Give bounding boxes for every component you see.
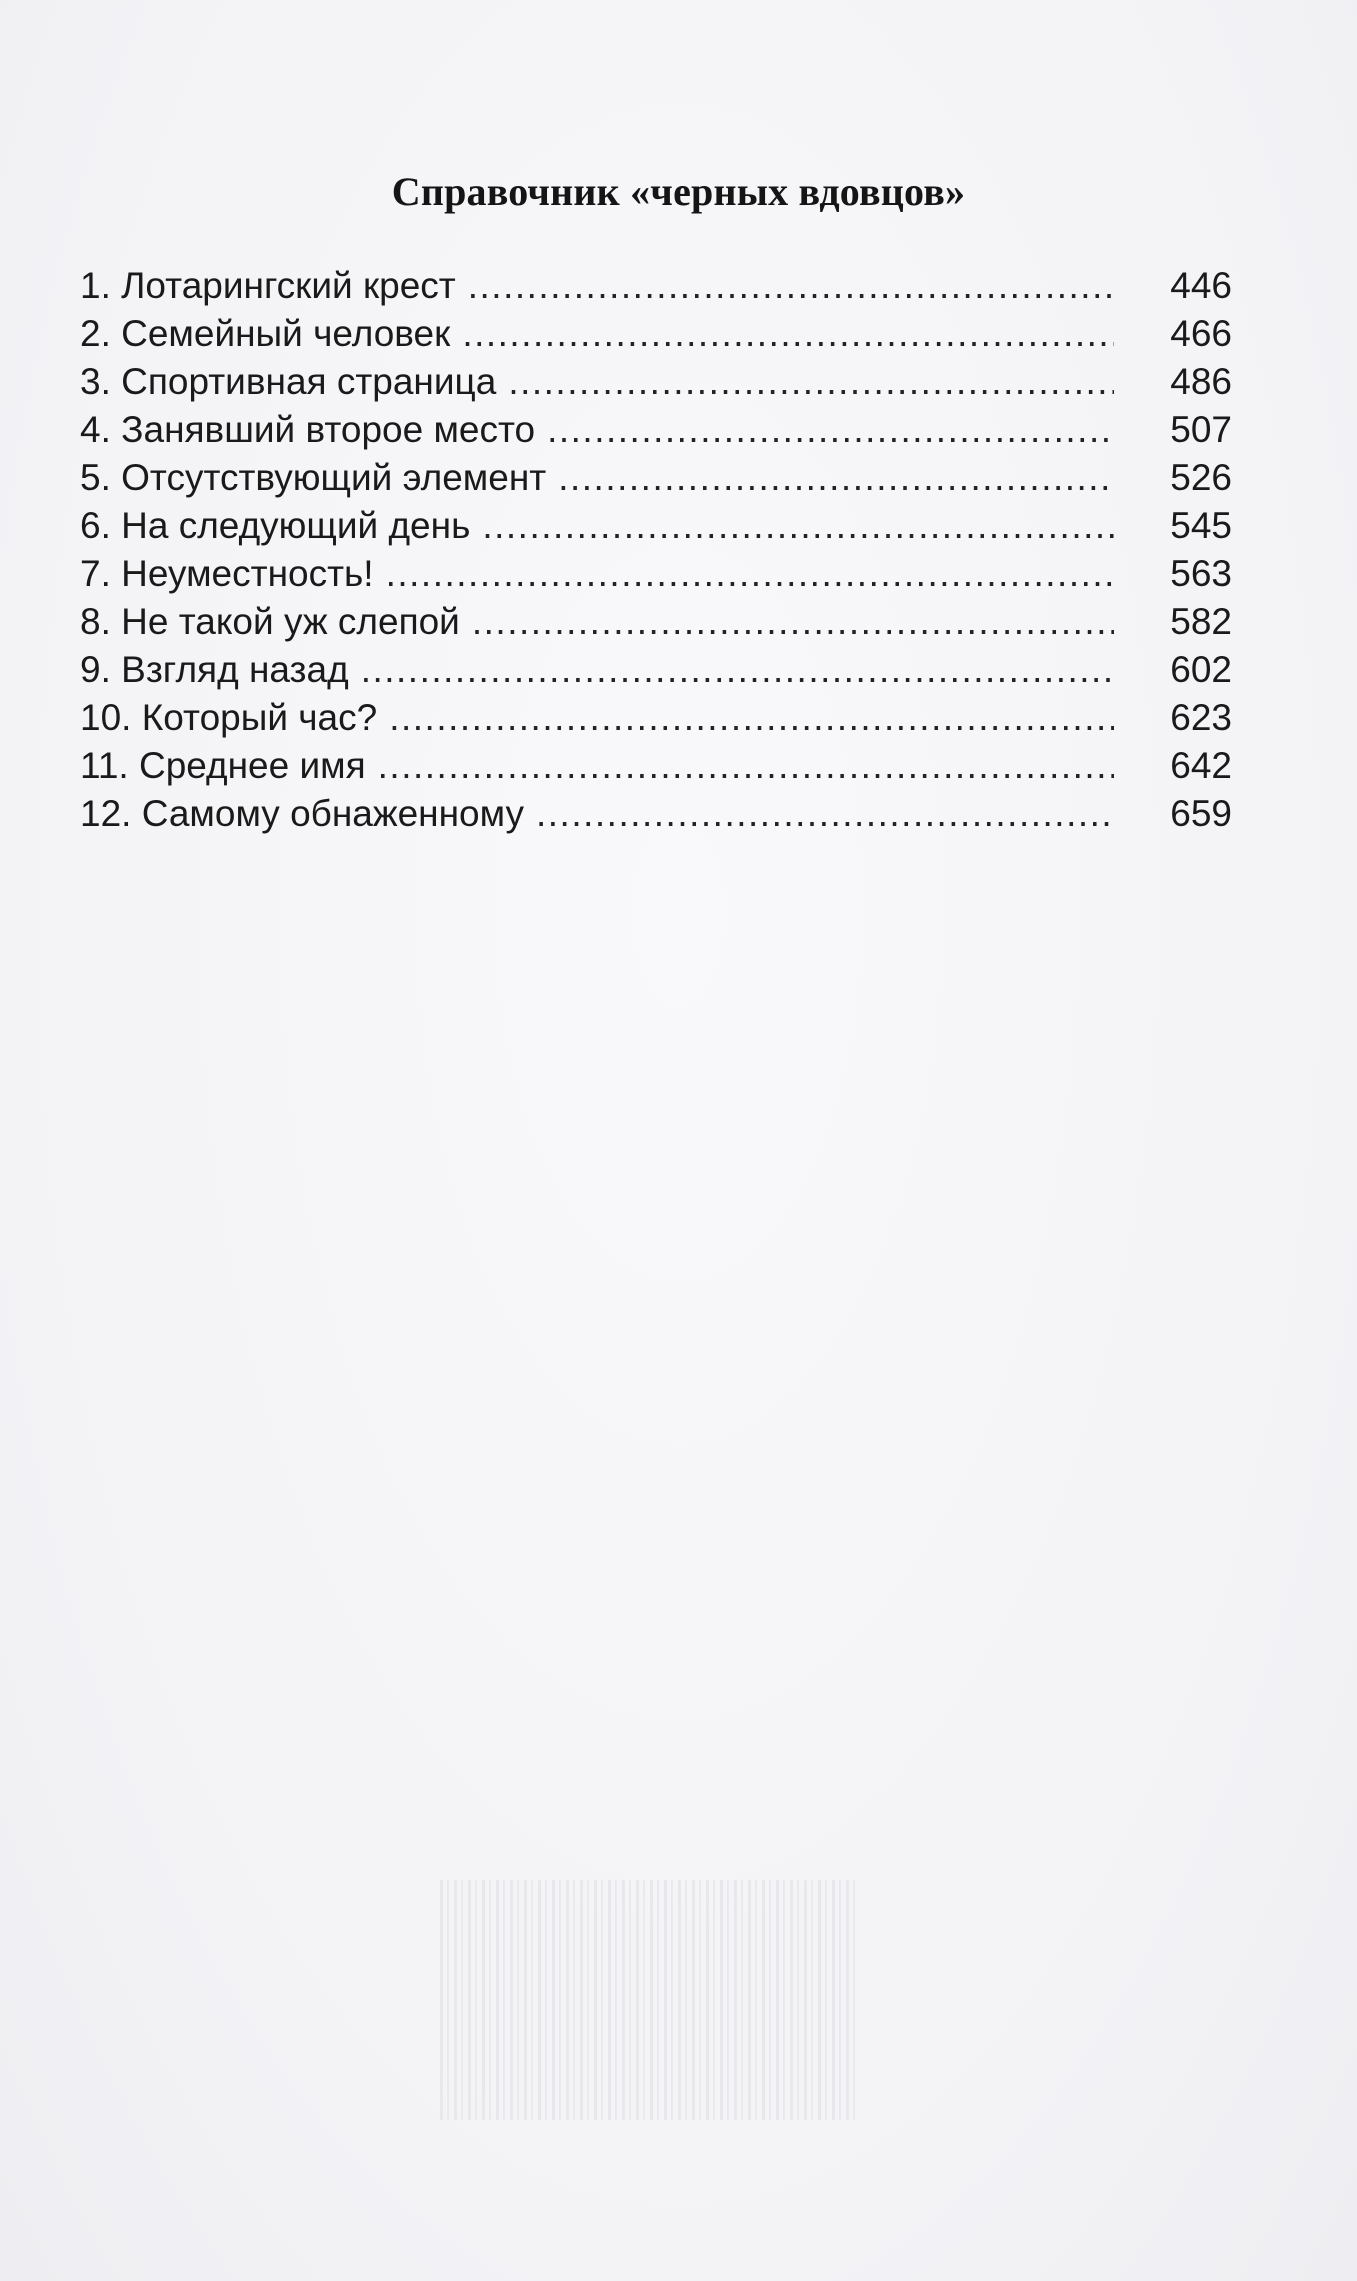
toc-leader-dots (536, 790, 1114, 838)
toc-entry-page: 526 (1170, 457, 1232, 498)
toc-entry-page: 466 (1170, 313, 1232, 354)
toc-leader-dots (462, 310, 1114, 358)
toc-entry (80, 454, 1232, 502)
toc-entry-title: 1. Лотарингский крест (80, 265, 456, 306)
toc-entry-page: 623 (1170, 697, 1232, 738)
toc-leader-dots (386, 550, 1114, 598)
toc-leader-dots (508, 358, 1114, 406)
toc-entry (80, 742, 1232, 790)
toc-entry (80, 598, 1232, 646)
toc-leader-dots (361, 646, 1114, 694)
toc-entry-title: 4. Занявший второе место (80, 409, 536, 450)
toc-entry-page: 659 (1170, 793, 1232, 834)
toc-entry (80, 694, 1232, 742)
table-of-contents (80, 262, 1232, 838)
toc-leader-dots (482, 502, 1114, 550)
toc-leader-dots (468, 262, 1114, 310)
toc-entry (80, 310, 1232, 358)
toc-entry-title: 5. Отсутствующий элемент (80, 457, 547, 498)
toc-entry (80, 502, 1232, 550)
page-title: Справочник «черных вдовцов» (391, 169, 966, 214)
toc-entry-title: 8. Не такой уж слепой (80, 601, 460, 642)
toc-leader-dots (378, 742, 1114, 790)
toc-entry-page: 563 (1170, 553, 1232, 594)
toc-entry (80, 550, 1232, 598)
toc-entry (80, 262, 1232, 310)
show-through-barcode (440, 1880, 860, 2120)
toc-entry-page: 602 (1170, 649, 1232, 690)
toc-entry-page: 642 (1170, 745, 1232, 786)
toc-leader-dots (389, 694, 1114, 742)
toc-entry-title: 12. Самому обнаженному (80, 793, 524, 834)
toc-entry-page: 486 (1170, 361, 1232, 402)
toc-entry-title: 10. Который час? (80, 697, 378, 738)
toc-entry-title: 2. Семейный человек (80, 313, 451, 354)
toc-entry-title: 6. На следующий день (80, 505, 471, 546)
toc-entry (80, 406, 1232, 454)
toc-entry-title: 9. Взгляд назад (80, 649, 349, 690)
toc-entry-page: 446 (1170, 265, 1232, 306)
toc-entry-page: 545 (1170, 505, 1232, 546)
toc-entry (80, 358, 1232, 406)
toc-entry (80, 790, 1232, 838)
toc-entry-title: 7. Неуместность! (80, 553, 374, 594)
toc-leader-dots (472, 598, 1114, 646)
toc-entry-title: 11. Среднее имя (80, 745, 366, 786)
toc-leader-dots (558, 454, 1114, 502)
toc-entry (80, 646, 1232, 694)
toc-leader-dots (547, 406, 1114, 454)
toc-entry-page: 582 (1170, 601, 1232, 642)
toc-entry-title: 3. Спортивная страница (80, 361, 497, 402)
toc-entry-page: 507 (1170, 409, 1232, 450)
